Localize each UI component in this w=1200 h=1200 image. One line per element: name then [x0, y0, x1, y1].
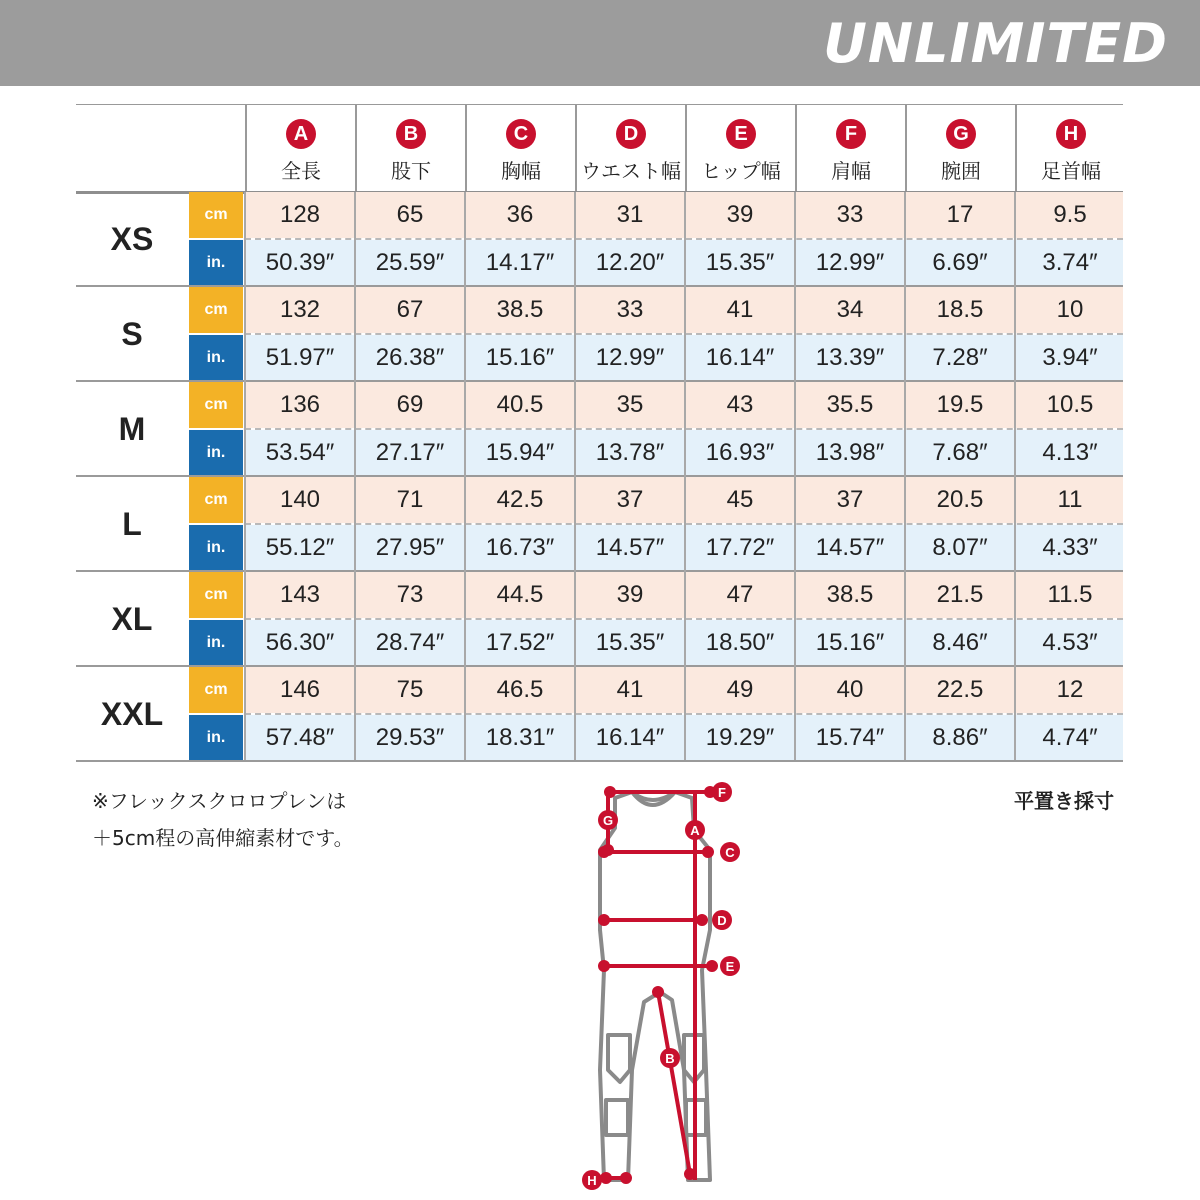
table-cell: 4.74″ — [1042, 724, 1098, 751]
unit-badge-cm: cm — [189, 382, 243, 428]
table-cell: 7.68″ — [932, 439, 988, 466]
table-cell: 10 — [1056, 296, 1084, 323]
table-cell: 39 — [726, 201, 754, 228]
table-cell: 17.52″ — [485, 629, 555, 656]
unit-badge-in: in. — [189, 715, 243, 761]
table-cell: 15.74″ — [815, 724, 885, 751]
table-header — [76, 104, 1123, 194]
header-col-c — [465, 105, 575, 191]
svg-text:F: F — [718, 785, 726, 800]
col-letter-badge: G — [946, 119, 976, 149]
table-cell: 17.72″ — [705, 534, 775, 561]
table-cell: 15.35″ — [705, 249, 775, 276]
svg-text:H: H — [587, 1173, 597, 1188]
unit-badge-in: in. — [189, 335, 243, 381]
table-cell: 14.57″ — [595, 534, 665, 561]
table-cell: 17 — [946, 201, 974, 228]
size-label: XL — [111, 601, 153, 637]
diagram-marker-b — [660, 1048, 680, 1068]
table-cell: 75 — [396, 676, 424, 703]
table-cell: 18.5 — [936, 296, 984, 323]
svg-text:C: C — [725, 845, 735, 860]
table-cell: 15.94″ — [485, 439, 555, 466]
column-divider — [1014, 192, 1016, 760]
col-letter-badge: H — [1056, 119, 1086, 149]
column-divider — [794, 192, 796, 760]
table-cell: 41 — [726, 296, 754, 323]
diagram-marker-h — [582, 1170, 602, 1190]
column-divider — [464, 192, 466, 760]
table-cell: 31 — [616, 201, 644, 228]
table-cell: 33 — [616, 296, 644, 323]
col-label: 腕囲 — [941, 159, 981, 183]
col-label: 股下 — [391, 159, 431, 183]
material-note-line2: ＋5cm程の高伸縮素材です。 — [92, 826, 354, 850]
table-cell: 42.5 — [496, 486, 544, 513]
unit-badge-in: in. — [189, 430, 243, 476]
diagram-marker-e — [720, 956, 740, 976]
table-cell: 4.53″ — [1042, 629, 1098, 656]
unit-badge-in: in. — [189, 525, 243, 571]
table-cell: 57.48″ — [265, 724, 335, 751]
table-cell: 3.94″ — [1042, 344, 1098, 371]
table-cell: 51.97″ — [265, 344, 335, 371]
table-cell: 18.50″ — [705, 629, 775, 656]
top-banner — [0, 0, 1200, 86]
table-cell: 40 — [836, 676, 864, 703]
col-letter-badge: A — [286, 119, 316, 149]
col-letter-badge: B — [396, 119, 426, 149]
col-letter-badge: D — [616, 119, 646, 149]
col-label: 全長 — [281, 159, 321, 183]
table-cell: 73 — [396, 581, 424, 608]
table-cell: 4.33″ — [1042, 534, 1098, 561]
table-cell: 12.99″ — [595, 344, 665, 371]
table-cell: 65 — [396, 201, 424, 228]
table-cell: 13.78″ — [595, 439, 665, 466]
measure-lines — [600, 788, 716, 1182]
diagram-marker-g — [598, 810, 618, 830]
table-cell: 16.14″ — [595, 724, 665, 751]
diagram-marker-a — [685, 820, 705, 840]
table-cell: 38.5 — [496, 296, 544, 323]
col-label: 胸幅 — [501, 159, 541, 183]
table-cell: 13.39″ — [815, 344, 885, 371]
table-cell: 14.17″ — [485, 249, 555, 276]
table-cell: 140 — [279, 486, 321, 513]
table-cell: 143 — [279, 581, 321, 608]
table-cell: 3.74″ — [1042, 249, 1098, 276]
table-cell: 14.57″ — [815, 534, 885, 561]
col-letter-badge: F — [836, 119, 866, 149]
header-col-a — [245, 105, 355, 191]
table-cell: 27.17″ — [375, 439, 445, 466]
table-cell: 20.5 — [936, 486, 984, 513]
col-label: 肩幅 — [831, 159, 871, 183]
table-cell: 28.74″ — [375, 629, 445, 656]
diagram-marker-d — [712, 910, 732, 930]
table-cell: 132 — [279, 296, 321, 323]
header-col-f — [795, 105, 905, 191]
table-cell: 37 — [836, 486, 864, 513]
table-cell: 25.59″ — [375, 249, 445, 276]
column-divider — [354, 192, 356, 760]
table-cell: 11.5 — [1047, 581, 1093, 608]
table-cell: 8.07″ — [932, 534, 988, 561]
table-cell: 15.16″ — [815, 629, 885, 656]
column-divider — [684, 192, 686, 760]
header-col-b — [355, 105, 465, 191]
table-cell: 37 — [616, 486, 644, 513]
svg-text:D: D — [717, 913, 727, 928]
table-cell: 55.12″ — [265, 534, 335, 561]
size-label: L — [122, 506, 142, 542]
table-cell: 136 — [279, 391, 321, 418]
svg-text:A: A — [690, 823, 700, 838]
wetsuit-measurement-diagram — [560, 770, 780, 1195]
table-cell: 9.5 — [1053, 201, 1087, 228]
table-cell: 10.5 — [1046, 391, 1094, 418]
table-cell: 53.54″ — [265, 439, 335, 466]
table-cell: 8.86″ — [932, 724, 988, 751]
column-divider — [904, 192, 906, 760]
table-cell: 41 — [616, 676, 644, 703]
unit-badge-in: in. — [189, 620, 243, 666]
size-label: XS — [110, 221, 154, 257]
table-cell: 16.73″ — [485, 534, 555, 561]
table-cell: 50.39″ — [265, 249, 335, 276]
table-cell: 44.5 — [496, 581, 544, 608]
table-cell: 27.95″ — [375, 534, 445, 561]
table-cell: 4.13″ — [1042, 439, 1098, 466]
unit-badge-cm: cm — [189, 572, 243, 618]
flat-measure-label: 平置き採寸 — [1014, 789, 1114, 813]
table-cell: 7.28″ — [932, 344, 988, 371]
table-cell: 69 — [396, 391, 424, 418]
table-cell: 128 — [279, 201, 321, 228]
table-cell: 36 — [506, 201, 534, 228]
column-divider — [574, 192, 576, 760]
table-cell: 6.69″ — [932, 249, 988, 276]
unit-badge-in: in. — [189, 240, 243, 286]
table-cell: 46.5 — [496, 676, 544, 703]
size-label: M — [118, 411, 146, 447]
header-col-e — [685, 105, 795, 191]
svg-text:G: G — [602, 813, 614, 828]
unit-badge-cm: cm — [189, 287, 243, 333]
header-col-g — [905, 105, 1015, 191]
table-cell: 47 — [726, 581, 754, 608]
unit-badge-cm: cm — [189, 192, 243, 238]
col-label: ヒップ幅 — [701, 159, 781, 183]
table-cell: 146 — [279, 676, 321, 703]
table-cell: 19.29″ — [705, 724, 775, 751]
table-cell: 18.31″ — [485, 724, 555, 751]
table-cell: 56.30″ — [265, 629, 335, 656]
header-col-d — [575, 105, 685, 191]
table-cell: 39 — [616, 581, 644, 608]
table-cell: 12.20″ — [595, 249, 665, 276]
size-label: S — [121, 316, 143, 352]
table-cell: 49 — [726, 676, 754, 703]
table-cell: 22.5 — [936, 676, 984, 703]
table-cell: 12.99″ — [815, 249, 885, 276]
table-cell: 15.16″ — [485, 344, 555, 371]
diagram-marker-c — [720, 842, 740, 862]
diagram-marker-f — [712, 782, 732, 802]
unit-badge-cm: cm — [189, 477, 243, 523]
size-label: XXL — [100, 696, 164, 732]
col-letter-badge: E — [726, 119, 756, 149]
table-cell: 12 — [1056, 676, 1084, 703]
table-cell: 11 — [1057, 486, 1083, 513]
table-cell: 16.14″ — [705, 344, 775, 371]
table-cell: 8.46″ — [932, 629, 988, 656]
table-cell: 29.53″ — [375, 724, 445, 751]
table-cell: 15.35″ — [595, 629, 665, 656]
svg-text:B: B — [665, 1051, 675, 1066]
table-cell: 34 — [836, 296, 864, 323]
col-label: 足首幅 — [1041, 159, 1101, 183]
table-cell: 19.5 — [936, 391, 984, 418]
table-cell: 38.5 — [826, 581, 874, 608]
header-col-h — [1015, 105, 1125, 191]
col-letter-badge: C — [506, 119, 536, 149]
unit-badge-cm: cm — [189, 667, 243, 713]
table-cell: 67 — [396, 296, 424, 323]
table-cell: 35 — [616, 391, 644, 418]
column-divider — [244, 192, 246, 760]
table-cell: 71 — [396, 486, 424, 513]
svg-text:E: E — [725, 959, 735, 974]
table-cell: 13.98″ — [815, 439, 885, 466]
col-label: ウエスト幅 — [581, 159, 681, 183]
table-cell: 35.5 — [826, 391, 874, 418]
table-cell: 33 — [836, 201, 864, 228]
table-cell: 16.93″ — [705, 439, 775, 466]
table-cell: 45 — [726, 486, 754, 513]
size-separator — [76, 760, 1123, 762]
table-cell: 40.5 — [496, 391, 544, 418]
table-cell: 26.38″ — [375, 344, 445, 371]
table-cell: 43 — [726, 391, 754, 418]
brand-logo: UNLIMITED — [823, 12, 1168, 75]
table-cell: 21.5 — [936, 581, 984, 608]
material-note-line1: ※フレックスクロロプレンは — [92, 789, 347, 813]
